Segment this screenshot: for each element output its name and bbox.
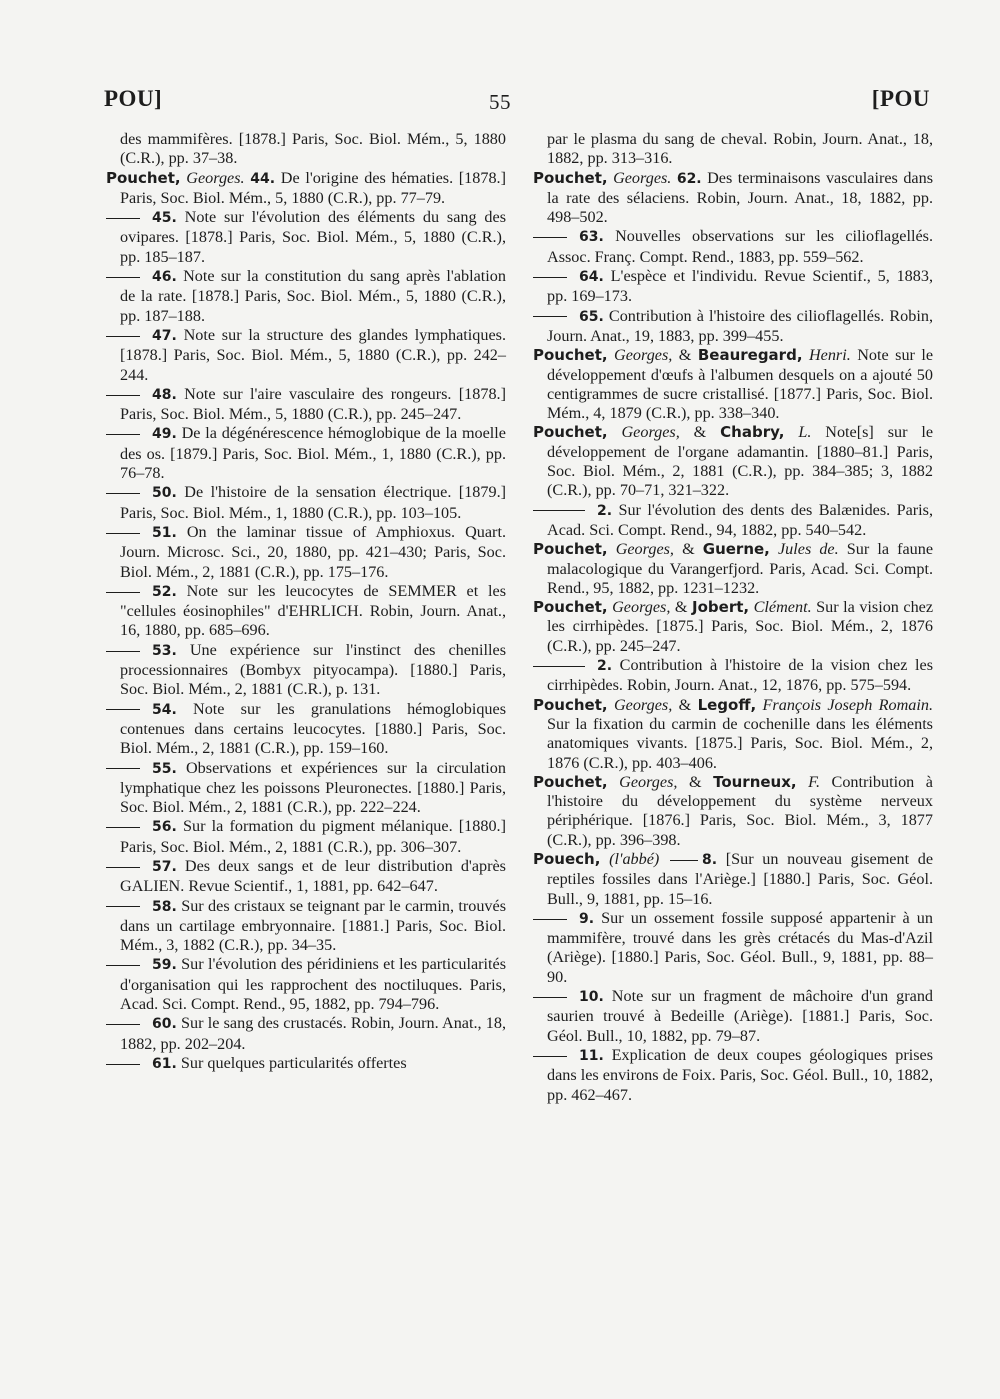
entry-text: Note sur la constitution du sang après l'ablation de la rate. [1878.] Paris, Soc. Biol. Mém., 5, 1880 (C.R.), pp. 187–188. xyxy=(120,267,506,325)
author-surname: Pouchet, xyxy=(533,695,608,714)
entry-number: 9. xyxy=(579,910,595,927)
entry-text: Note[s] sur le développement de l'organe adamantin. [1880–81.] Paris, Soc. Biol. Mém., 2, 1881 (C.R.), pp. 384–385; 3, 1882 (C.R.), pp. 70–71, 321–322. xyxy=(547,423,934,500)
entry-dash xyxy=(106,906,140,907)
bibliography-entry xyxy=(533,773,933,850)
coauthor-surname: Tourneux, xyxy=(713,772,797,791)
entry-dash xyxy=(106,336,140,337)
bibliography-entry xyxy=(106,955,506,1014)
entry-text: Note sur l'aire vasculaire des rongeurs. [1878.] Paris, Soc. Biol. Mém., 5, 1880 (C.R.), pp. 245–247. xyxy=(120,384,506,424)
author-surname: Pouech, xyxy=(533,849,601,868)
entry-text: Sur l'évolution des dents des Balænides. Paris, Acad. Sci. Compt. Rend., 94, 1882, pp. 540–542. xyxy=(547,500,934,539)
entry-number: 63. xyxy=(579,229,604,246)
entry-number: 53. xyxy=(152,642,177,659)
entry-number: 44. xyxy=(250,170,276,187)
entry-dash xyxy=(106,651,140,652)
bibliography-entry xyxy=(533,169,933,228)
entry-text: Observations et expériences sur la circulation lymphatique chez les poissons Pleuronectes. [1880.] Paris, Soc. Biol. Mém., 2, 1881 (C.R.), pp. 222–224. xyxy=(120,758,506,817)
entry-dash xyxy=(106,867,140,868)
bibliography-entry xyxy=(106,483,506,523)
entry-text: Contribution à l'histoire du développement du système nerveux périphérique. [1876.] Paris, Soc. Biol. Mém., 3, 1877 (C.R.), pp. 396–398. xyxy=(547,772,933,849)
right-column xyxy=(533,130,933,1105)
entry-dash xyxy=(106,277,140,278)
entry-text: Note sur la structure des glandes lymphatiques. [1878.] Paris, Soc. Biol. Mém., 5, 1880 (C.R.), pp. 242–244. xyxy=(120,325,507,384)
bibliography-entry xyxy=(106,1014,506,1054)
bibliography-entry xyxy=(106,897,506,956)
bibliography-entry xyxy=(106,523,506,582)
entry-text: Note sur les granulations hémoglobiques contenues dans certains leucocytes. [1880.] Paris, Soc. Biol. Mém., 2, 1881 (C.R.), pp. 159–160. xyxy=(120,699,506,758)
entry-text: Une expérience sur l'instinct des chenilles processionnaires (Bombyx pityocampa). [1880.] Paris, Soc. Biol. Mém., 2, 1881 (C.R.), p. 131. xyxy=(120,640,506,699)
bibliography-entry xyxy=(106,326,506,385)
author-given-name: Georges. xyxy=(613,168,672,187)
entry-dash xyxy=(533,316,567,317)
entry-double-dash xyxy=(533,510,585,511)
bibliography-entry xyxy=(106,130,506,169)
page-number: 55 xyxy=(489,90,511,114)
left-column xyxy=(106,130,506,1074)
entry-text: Note sur les leucocytes de SEMMER et les "cellules éosinophiles" d'EHRLICH. Robin, Journ. Anat., 16, 1880, pp. 685–696. xyxy=(120,581,506,640)
running-head-right: [POU xyxy=(871,86,930,111)
entry-dash xyxy=(106,827,140,828)
entry-dash xyxy=(106,1064,140,1065)
bibliography-entry xyxy=(533,501,933,541)
entry-text: Sur des cristaux se teignant par le carmin, trouvés dans un cartilage embryonnaire. [1881.] Paris, Soc. Biol. Mém., 3, 1882 (C.R.), pp. 34–35. xyxy=(120,896,507,955)
coauthor-given-name: F. xyxy=(808,772,820,791)
bibliography-entry xyxy=(106,1054,506,1074)
bibliography-entry xyxy=(533,598,933,656)
entry-number: 57. xyxy=(152,858,177,875)
entry-number: 61. xyxy=(152,1055,177,1072)
bibliography-entry xyxy=(533,656,933,696)
author-given-name: Georges, xyxy=(613,695,673,714)
entry-dash xyxy=(533,919,567,920)
entry-text: par le plasma du sang de cheval. Robin, Journ. Anat., 18, 1882, pp. 313–316. xyxy=(547,130,933,168)
bibliography-entry xyxy=(106,817,506,857)
entry-dash xyxy=(533,997,567,998)
entry-text: Des terminaisons vasculaires dans la rate des sélaciens. Robin, Journ. Anat., 18, 1882, pp. 498–502. xyxy=(547,168,933,227)
coauthor-surname: Chabry, xyxy=(720,423,785,442)
entry-number: 46. xyxy=(152,269,177,286)
entry-text: Sur quelques particularités offertes xyxy=(180,1053,407,1072)
author-surname: Pouchet, xyxy=(533,346,608,365)
bibliography-entry xyxy=(533,1046,933,1105)
entry-dash xyxy=(670,860,698,861)
entry-number: 50. xyxy=(152,485,177,502)
author-surname: Pouchet, xyxy=(533,423,608,442)
entry-text: Sur un ossement fossile supposé appartenir à un mammifère, trouvé dans les grès crétacés du Mas-d'Azil (Ariège). [1880.] Paris, Soc. Géol. Bull., 9, 1881, pp. 88–90. xyxy=(547,908,933,986)
entry-text: Des deux sangs et de leur distribution d'après GALIEN. Revue Scientif., 1, 1881, pp. 642–647. xyxy=(120,856,506,896)
author-given-name: Georges, xyxy=(615,540,674,559)
entry-dash xyxy=(106,709,140,710)
entry-text: Sur le sang des crustacés. Robin, Journ. Anat., 18, 1882, pp. 202–204. xyxy=(120,1014,507,1053)
entry-number: 48. xyxy=(152,386,177,403)
entry-number: 65. xyxy=(579,308,604,325)
bibliography-entry xyxy=(106,857,506,897)
entry-text: On the laminar tissue of Amphioxus. Quart. Journ. Microsc. Sci., 20, 1880, pp. 421–430; Paris, Soc. Biol. Mém., 2, 1881 (C.R.), pp. 175–176. xyxy=(120,522,506,581)
entry-text: Sur la fixation du carmin de cochenille dans les éléments anatomiques vivants. [1875.] Paris, Soc. Biol. Mém., 2, 1876 (C.R.), pp. 403–406. xyxy=(547,714,933,772)
ampersand: & xyxy=(693,423,707,442)
coauthor-given-name: François Joseph Romain. xyxy=(762,695,934,714)
entry-number: 2. xyxy=(597,502,613,519)
entry-number: 49. xyxy=(152,426,177,443)
author-surname: Pouchet, xyxy=(533,772,608,791)
entry-text: Contribution à l'histoire des cilioflagellés. Robin, Journ. Anat., 19, 1883, pp. 399–455. xyxy=(547,306,933,345)
bibliography-entry xyxy=(533,130,933,169)
ampersand: & xyxy=(674,598,688,617)
author-given-name: Georges, xyxy=(612,598,671,617)
entry-text: des mammifères. [1878.] Paris, Soc. Biol. Mém., 5, 1880 (C.R.), pp. 37–38. xyxy=(120,130,506,168)
entry-text: De la dégénérescence hémoglobique de la moelle des os. [1879.] Paris, Soc. Biol. Mém., 1, 1880 (C.R.), pp. 76–78. xyxy=(120,424,506,483)
coauthor-surname: Beauregard, xyxy=(697,346,803,365)
entry-number: 45. xyxy=(152,210,177,227)
entry-dash xyxy=(106,592,140,593)
entry-text: De l'origine des hématies. [1878.] Paris, Soc. Biol. Mém., 5, 1880 (C.R.), pp. 77–79. xyxy=(120,168,506,207)
ampersand: & xyxy=(678,346,692,365)
entry-number: 52. xyxy=(152,583,177,600)
entry-dash xyxy=(106,395,140,396)
entry-number: 56. xyxy=(152,819,177,836)
entry-text: [Sur un nouveau gisement de reptiles fossiles dans l'Ariège.] [1880.] Paris, Soc. Géol. Bull., 9, 1881, pp. 15–16. xyxy=(547,849,934,908)
bibliography-entry xyxy=(533,227,933,267)
entry-text: De l'histoire de la sensation électrique. [1879.] Paris, Soc. Biol. Mém., 1, 1880 (C.R.), pp. 103–105. xyxy=(120,483,507,522)
entry-number: 59. xyxy=(152,957,177,974)
bibliography-entry xyxy=(106,424,506,483)
bibliography-entry xyxy=(533,696,933,773)
ampersand: & xyxy=(678,695,692,714)
entry-text: Nouvelles observations sur les cilioflagellés. Assoc. Franç. Compt. Rend., 1883, pp. 559–562. xyxy=(547,227,933,266)
entry-text: Sur la vision chez les cirrhipèdes. [1875.] Paris, Soc. Biol. Mém., 2, 1876 (C.R.), pp. 245–247. xyxy=(547,598,934,655)
bibliography-entry xyxy=(533,987,933,1046)
entry-dash xyxy=(106,533,140,534)
entry-dash xyxy=(533,1056,567,1057)
bibliography-entry xyxy=(106,759,506,818)
entry-number: 51. xyxy=(152,524,177,541)
entry-number: 62. xyxy=(676,170,702,187)
coauthor-given-name: Jules de. xyxy=(777,540,839,559)
coauthor-given-name: Clément. xyxy=(753,598,812,617)
bibliography-entry xyxy=(533,850,933,909)
entry-dash xyxy=(106,493,140,494)
author-surname: Pouchet, xyxy=(533,598,608,617)
author-given-name: Georges, xyxy=(619,772,678,791)
ampersand: & xyxy=(682,540,695,559)
running-head-left: POU] xyxy=(104,86,163,111)
entry-text: Explication de deux coupes géologiques prises dans les environs de Foix. Paris, Soc. Géol. Bull., 10, 1882, pp. 462–467. xyxy=(547,1045,933,1104)
entry-text: Sur la faune malacologique du Varangerfjord. Paris, Acad. Sci. Compt. Rend., 95, 1882, pp. 1231–1232. xyxy=(547,540,934,597)
entry-text: Contribution à l'histoire de la vision chez les cirrhipèdes. Robin, Journ. Anat., 12, 1876, pp. 575–594. xyxy=(547,656,933,695)
entry-text: Sur l'évolution des péridiniens et les particularités d'organisation qui les rapprochent des noctiluques. Paris, Acad. Sci. Compt. Rend., 95, 1882, pp. 794–796. xyxy=(120,955,506,1014)
author-surname: Pouchet, xyxy=(533,540,608,559)
bibliography-entry xyxy=(533,307,933,347)
entry-number: 60. xyxy=(152,1016,177,1033)
bibliography-entry xyxy=(106,641,506,700)
entry-number: 2. xyxy=(597,658,613,675)
coauthor-given-name: L. xyxy=(798,423,812,442)
entry-number: 54. xyxy=(152,701,177,718)
entry-double-dash xyxy=(533,666,585,667)
entry-text: Note sur le développement d'œufs à l'albumen desquels on a ajouté 50 centigrammes de sucre cristallisé. [1877.] Paris, Soc. Biol. Mém., 4, 1879 (C.R.), pp. 338–340. xyxy=(547,346,934,423)
ampersand: & xyxy=(688,772,702,791)
entry-dash xyxy=(106,768,140,769)
entry-number: 58. xyxy=(152,898,177,915)
bibliography-entry xyxy=(533,423,933,500)
entry-dash xyxy=(106,965,140,966)
entry-dash xyxy=(106,218,140,219)
bibliography-entry xyxy=(533,346,933,423)
entry-number: 11. xyxy=(579,1047,604,1064)
entry-text: Note sur un fragment de mâchoire d'un grand saurien trouvé à Bedeille (Ariège). [1881.] Paris, Soc. Géol. Bull., 10, 1882, pp. 79–87. xyxy=(547,987,934,1045)
entry-text: Sur la formation du pigment mélanique. [1880.] Paris, Soc. Biol. Mém., 2, 1881 (C.R.), pp. 306–307. xyxy=(120,817,506,856)
entry-dash xyxy=(106,1024,140,1025)
author-given-name: (l'abbé) xyxy=(609,849,660,868)
bibliography-entry xyxy=(106,267,506,326)
coauthor-surname: Jobert, xyxy=(692,598,750,617)
entry-number: 64. xyxy=(579,269,604,286)
author-given-name: Georges, xyxy=(621,423,680,442)
entry-text: L'espèce et l'individu. Revue Scientif., 5, 1883, pp. 169–173. xyxy=(547,267,933,306)
bibliography-entry xyxy=(106,582,506,641)
entry-number: 10. xyxy=(579,989,604,1006)
entry-text: Note sur l'évolution des éléments du sang des ovipares. [1878.] Paris, Soc. Biol. Mém., 5, 1880 (C.R.), pp. 185–187. xyxy=(120,208,507,266)
bibliography-entry xyxy=(533,267,933,307)
bibliography-entry xyxy=(106,169,506,209)
entry-dash xyxy=(533,277,567,278)
author-surname: Pouchet, xyxy=(106,168,181,187)
entry-number: 47. xyxy=(152,327,177,344)
coauthor-surname: Guerne, xyxy=(702,540,770,559)
author-given-name: Georges, xyxy=(614,346,673,365)
author-surname: Pouchet, xyxy=(533,168,608,187)
bibliography-entry xyxy=(533,909,933,987)
coauthor-surname: Legoff, xyxy=(697,695,757,714)
bibliography-entry xyxy=(106,385,506,425)
entry-number: 55. xyxy=(152,760,177,777)
bibliography-entry xyxy=(106,700,506,759)
entry-dash xyxy=(533,237,567,238)
coauthor-given-name: Henri. xyxy=(808,346,851,365)
bibliography-entry xyxy=(533,540,933,598)
entry-number: 8. xyxy=(701,851,718,868)
entry-dash xyxy=(106,434,140,435)
author-given-name: Georges. xyxy=(186,168,245,187)
bibliography-entry xyxy=(106,208,506,267)
